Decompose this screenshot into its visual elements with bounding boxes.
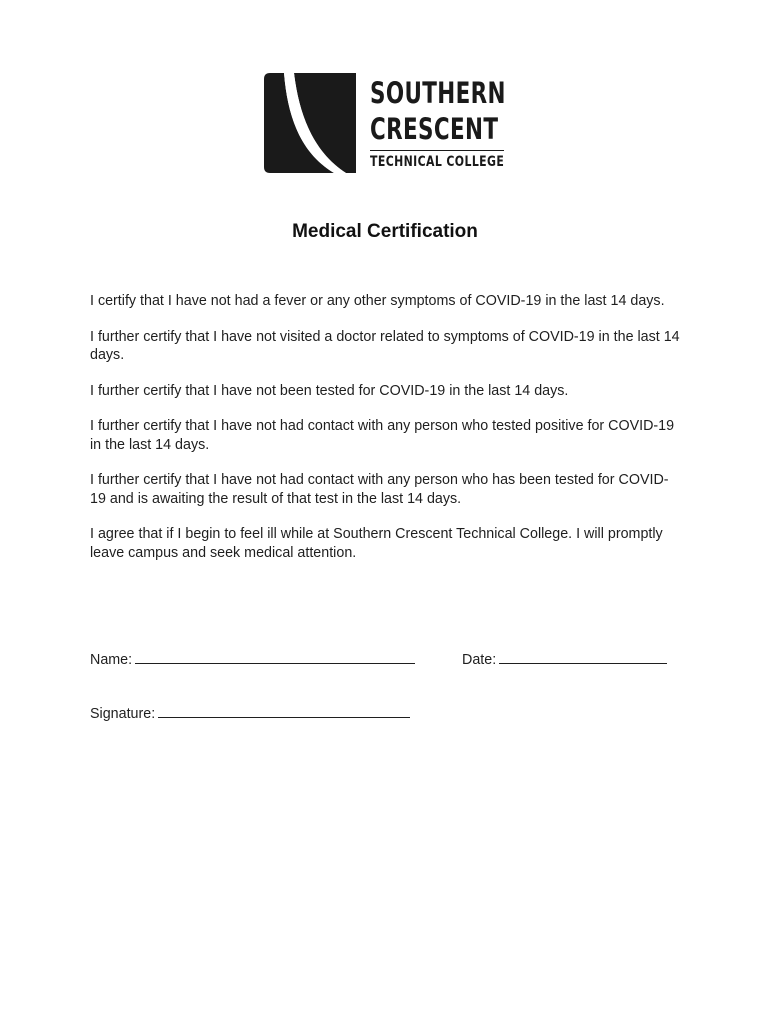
name-label: Name:	[90, 652, 133, 668]
date-blank-line[interactable]	[499, 650, 667, 664]
page-title: Medical Certification	[292, 221, 478, 242]
logo-wordmark	[370, 73, 508, 173]
date-field	[462, 650, 667, 669]
name-field	[90, 650, 415, 669]
logo-divider	[370, 150, 504, 151]
name-blank-line[interactable]	[135, 650, 415, 664]
statement-paragraph: I further certify that I have not visited a doctor related to symptoms of COVID-19 in the last 14 days.	[90, 328, 680, 363]
statement-paragraph: I further certify that I have not had contact with any person who has been tested for COVID-19 and is awaiting the result of that test in the last 14 days.	[90, 472, 669, 507]
signature-blank-line[interactable]	[158, 704, 410, 718]
signature-field	[90, 704, 410, 723]
date-label: Date:	[462, 652, 497, 668]
statement-paragraph: I further certify that I have not been tested for COVID-19 in the last 14 days.	[90, 382, 569, 399]
signature-label: Signature:	[90, 706, 156, 722]
college-logo	[264, 73, 508, 173]
statement-paragraph: I certify that I have not had a fever or any other symptoms of COVID-19 in the last 14 days.	[90, 293, 665, 309]
statement-paragraph: I agree that if I begin to feel ill while at Southern Crescent Technical College. I will promptly leave campus and seek medical attention.	[90, 526, 663, 561]
statement-paragraph: I further certify that I have not had contact with any person who tested positive for COVID-19 in the last 14 days.	[90, 418, 675, 453]
logo-line-technical-college: TECHNICAL COLLEGE	[370, 154, 505, 170]
logo-line-southern: SOUTHERN	[370, 76, 506, 110]
crescent-logo-icon	[264, 73, 356, 173]
logo-line-crescent: CRESCENT	[370, 112, 499, 146]
certification-statements	[90, 292, 680, 579]
